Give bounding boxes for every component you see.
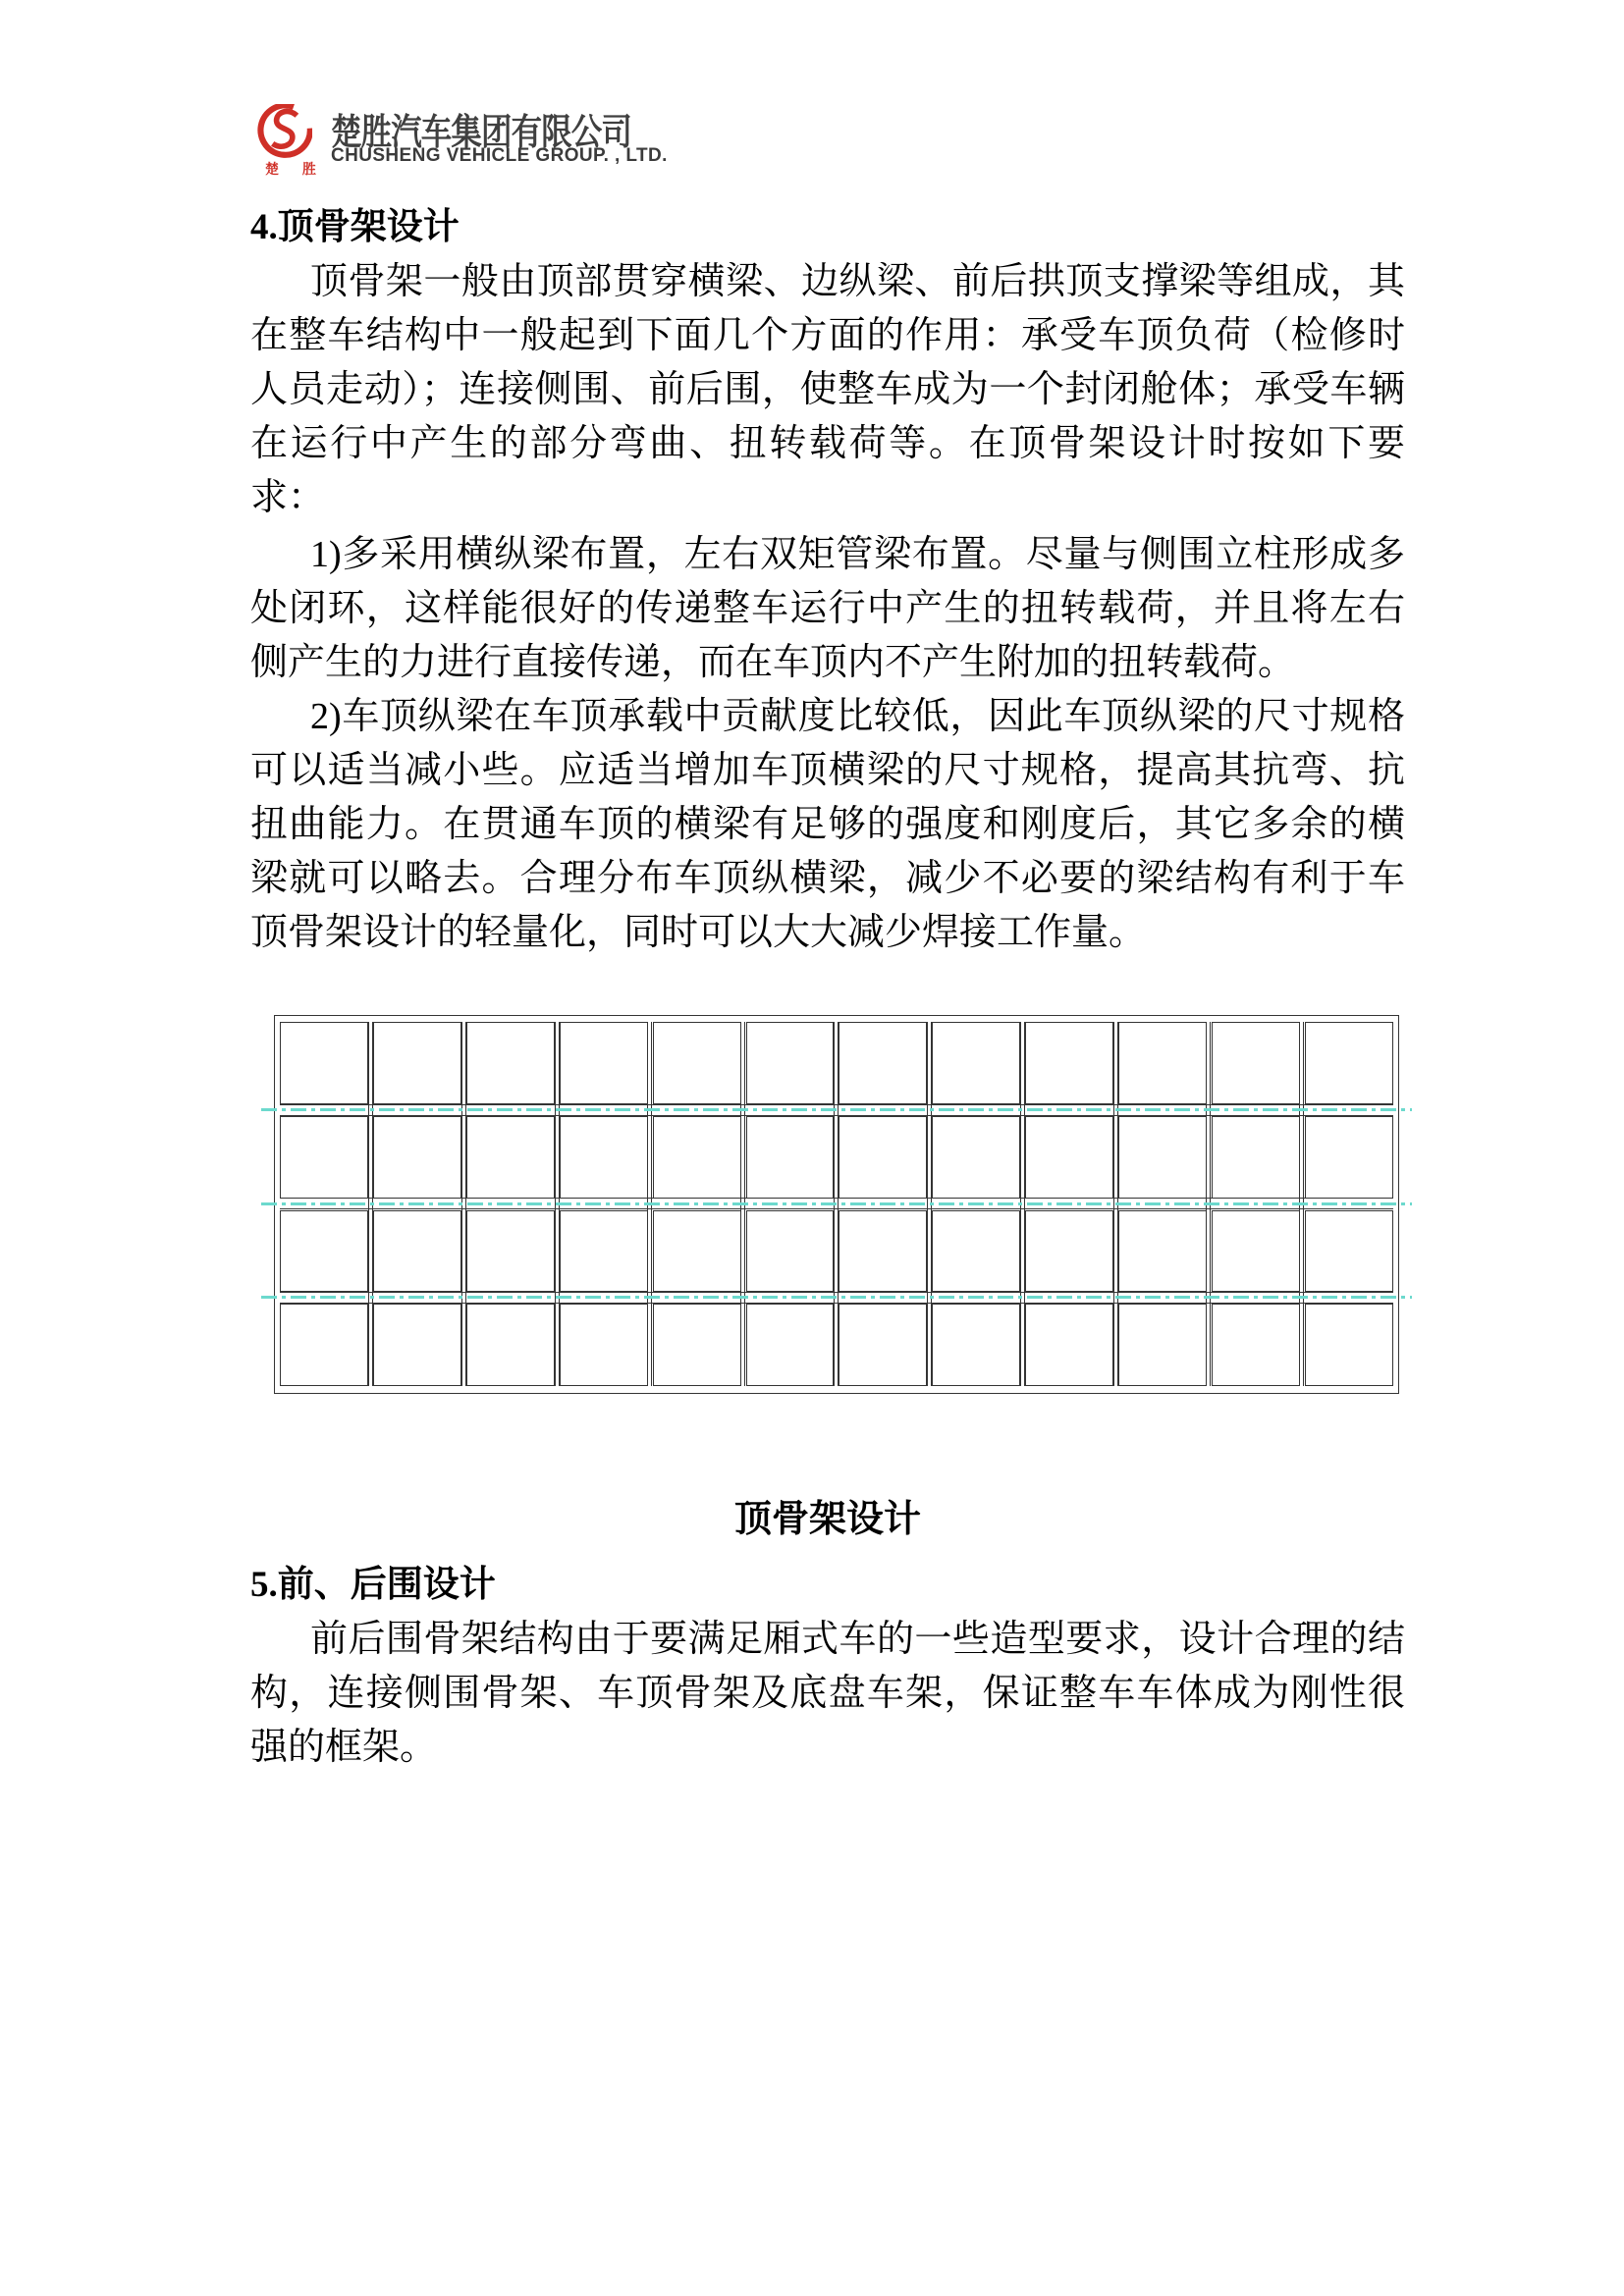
frame-panel: [1025, 1210, 1113, 1293]
frame-panel: [560, 1022, 648, 1104]
frame-panel: [746, 1116, 835, 1199]
frame-panel: [932, 1022, 1020, 1104]
frame-panel: [373, 1210, 461, 1293]
frame-panel: [466, 1210, 555, 1293]
frame-panel: [746, 1304, 835, 1386]
section-4-paragraph-1: 顶骨架一般由顶部贯穿横梁、边纵梁、前后拱顶支撑梁等组成，其在整车结构中一般起到下面几个方面的作用：承受车顶负荷（检修时人员走动）；连接侧围、前后围，使整车成为一个封闭舱体；承受车辆在运行中产生的部分弯曲、扭转载荷等。在顶骨架设计时按如下要求：: [250, 261, 1405, 518]
frame-panel: [373, 1304, 461, 1386]
company-name-en: CHUSHENG VEHICLE GROUP. , LTD.: [331, 145, 668, 166]
section-4-heading: 4.顶骨架设计: [250, 207, 460, 247]
frame-panel: [653, 1304, 741, 1386]
beam-centerline-icon: [261, 1202, 1412, 1205]
frame-panel: [1305, 1210, 1393, 1293]
frame-panel: [839, 1116, 927, 1199]
logo-seal-text: 楚 胜: [265, 161, 326, 177]
company-logo: [255, 94, 668, 183]
frame-panel: [466, 1304, 555, 1386]
logo-mark-icon: [257, 104, 312, 159]
frame-panel: [280, 1116, 368, 1199]
frame-panel: [1212, 1304, 1300, 1386]
frame-panel: [1025, 1022, 1113, 1104]
frame-panel: [1212, 1022, 1300, 1104]
section-4-paragraph-2: 1)多采用横纵梁布置，左右双矩管梁布置。尽量与侧围立柱形成多处闭环，这样能很好的传递整车运行中产生的扭转载荷，并且将左右侧产生的力进行直接传递，而在车顶内不产生附加的扭转载荷。: [250, 534, 1405, 683]
beam-centerline-icon: [261, 1108, 1412, 1111]
diagram-caption: 顶骨架设计: [733, 1499, 921, 1540]
frame-panel: [560, 1116, 648, 1199]
frame-panel: [466, 1022, 555, 1104]
frame-panel: [1305, 1022, 1393, 1104]
frame-panel: [1118, 1022, 1207, 1104]
frame-panel: [373, 1116, 461, 1199]
frame-panel: [1212, 1116, 1300, 1199]
frame-panel: [653, 1116, 741, 1199]
frame-panel: [653, 1210, 741, 1293]
frame-panel: [373, 1022, 461, 1104]
frame-panel: [839, 1304, 927, 1386]
section-5-heading: 5.前、后围设计: [250, 1565, 496, 1605]
frame-panel: [280, 1210, 368, 1293]
frame-panel: [1305, 1116, 1393, 1199]
frame-panel: [1118, 1304, 1207, 1386]
frame-panel: [1212, 1210, 1300, 1293]
frame-panel: [1118, 1116, 1207, 1199]
section-4-paragraph-3: 2)车顶纵梁在车顶承载中贡献度比较低，因此车顶纵梁的尺寸规格可以适当减小些。应适当增加车顶横梁的尺寸规格，提高其抗弯、抗扭曲能力。在贯通车顶的横梁有足够的强度和刚度后，其它多余的横梁就可以略去。合理分布车顶纵横梁，减少不必要的梁结构有利于车顶骨架设计的轻量化，同时可以大大减少焊接工作量。: [250, 696, 1405, 953]
frame-panel: [560, 1210, 648, 1293]
frame-panel: [932, 1210, 1020, 1293]
frame-panel: [1118, 1210, 1207, 1293]
frame-panel: [1025, 1304, 1113, 1386]
frame-panel: [1025, 1116, 1113, 1199]
frame-panel: [653, 1022, 741, 1104]
frame-panel: [746, 1022, 835, 1104]
frame-panel: [932, 1116, 1020, 1199]
section-5-paragraph-1: 前后围骨架结构由于要满足厢式车的一些造型要求，设计合理的结构，连接侧围骨架、车顶骨架及底盘车架，保证整车车体成为刚性很强的框架。: [250, 1619, 1405, 1768]
roof-frame-diagram: [274, 1015, 1399, 1394]
frame-panel: [839, 1210, 927, 1293]
frame-panel: [932, 1304, 1020, 1386]
frame-panel: [280, 1022, 368, 1104]
beam-centerline-icon: [261, 1296, 1412, 1299]
frame-panel: [560, 1304, 648, 1386]
frame-panel: [839, 1022, 927, 1104]
company-name-cn: 楚胜汽车集团有限公司: [331, 112, 631, 152]
frame-panel: [280, 1304, 368, 1386]
frame-panel: [466, 1116, 555, 1199]
frame-panel: [1305, 1304, 1393, 1386]
frame-panel: [746, 1210, 835, 1293]
